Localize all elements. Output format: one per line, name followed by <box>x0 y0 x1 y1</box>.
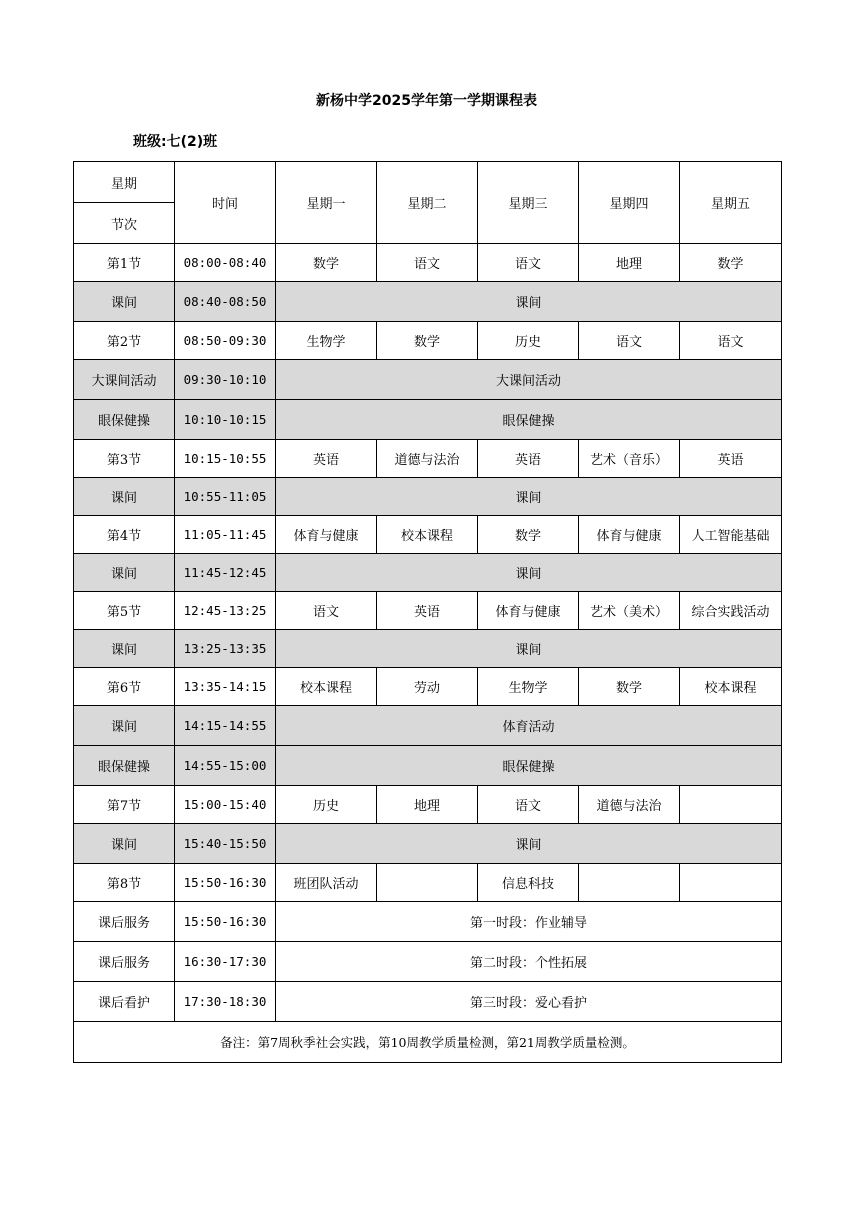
period-cell: 课间 <box>74 282 175 322</box>
day-header: 星期三 <box>478 162 579 244</box>
subject-cell: 艺术（美术） <box>579 592 680 630</box>
time-cell: 09:30-10:10 <box>175 360 276 400</box>
subject-cell: 体育与健康 <box>276 516 377 554</box>
subject-cell: 生物学 <box>478 668 579 706</box>
break-row <box>74 360 782 400</box>
subject-cell: 体育与健康 <box>478 592 579 630</box>
class-row <box>74 440 782 478</box>
break-row <box>74 400 782 440</box>
class-row <box>74 864 782 902</box>
subject-cell: 语文 <box>680 322 782 360</box>
subject-cell: 艺术（音乐） <box>579 440 680 478</box>
activity-cell: 课间 <box>276 824 782 864</box>
activity-cell: 第一时段：作业辅导 <box>276 902 782 942</box>
schedule-table <box>73 161 782 1063</box>
subject-cell <box>680 864 782 902</box>
period-cell: 第2节 <box>74 322 175 360</box>
time-cell: 10:55-11:05 <box>175 478 276 516</box>
subject-cell: 信息科技 <box>478 864 579 902</box>
after-school-row <box>74 942 782 982</box>
activity-cell: 课间 <box>276 282 782 322</box>
subject-cell: 体育与健康 <box>579 516 680 554</box>
subject-cell: 语文 <box>579 322 680 360</box>
subject-cell: 数学 <box>478 516 579 554</box>
period-cell: 课间 <box>74 706 175 746</box>
subject-cell <box>680 786 782 824</box>
subject-cell: 语文 <box>478 244 579 282</box>
subject-cell: 语文 <box>276 592 377 630</box>
day-header: 星期二 <box>377 162 478 244</box>
period-cell: 第3节 <box>74 440 175 478</box>
class-row <box>74 668 782 706</box>
day-header: 星期四 <box>579 162 680 244</box>
subject-cell: 人工智能基础 <box>680 516 782 554</box>
time-cell: 10:15-10:55 <box>175 440 276 478</box>
time-cell: 11:05-11:45 <box>175 516 276 554</box>
after-school-row <box>74 982 782 1022</box>
subject-cell: 数学 <box>276 244 377 282</box>
class-row <box>74 322 782 360</box>
break-row <box>74 630 782 668</box>
subject-cell: 英语 <box>377 592 478 630</box>
weekday-header: 星期 <box>74 162 175 203</box>
activity-cell: 课间 <box>276 478 782 516</box>
period-cell: 第5节 <box>74 592 175 630</box>
day-header: 星期五 <box>680 162 782 244</box>
subject-cell: 地理 <box>377 786 478 824</box>
subject-cell: 语文 <box>478 786 579 824</box>
time-cell: 11:45-12:45 <box>175 554 276 592</box>
activity-cell: 课间 <box>276 554 782 592</box>
period-cell: 课后看护 <box>74 982 175 1022</box>
subject-cell <box>377 864 478 902</box>
break-row <box>74 282 782 322</box>
time-cell: 15:50-16:30 <box>175 864 276 902</box>
subject-cell: 历史 <box>276 786 377 824</box>
subject-cell: 英语 <box>276 440 377 478</box>
subject-cell: 校本课程 <box>276 668 377 706</box>
subject-cell: 语文 <box>377 244 478 282</box>
class-row <box>74 244 782 282</box>
period-cell: 第1节 <box>74 244 175 282</box>
time-cell: 13:35-14:15 <box>175 668 276 706</box>
subject-cell: 英语 <box>478 440 579 478</box>
subject-cell: 英语 <box>680 440 782 478</box>
note-row <box>74 1022 782 1063</box>
time-cell: 08:00-08:40 <box>175 244 276 282</box>
period-cell: 课间 <box>74 554 175 592</box>
note-text: 备注：第7周秋季社会实践，第10周教学质量检测，第21周教学质量检测。 <box>74 1022 782 1063</box>
period-cell: 课间 <box>74 630 175 668</box>
time-cell: 08:50-09:30 <box>175 322 276 360</box>
period-cell: 眼保健操 <box>74 400 175 440</box>
period-cell: 第7节 <box>74 786 175 824</box>
subject-cell: 道德与法治 <box>377 440 478 478</box>
activity-cell: 第三时段：爱心看护 <box>276 982 782 1022</box>
period-cell: 第6节 <box>74 668 175 706</box>
activity-cell: 课间 <box>276 630 782 668</box>
time-cell: 08:40-08:50 <box>175 282 276 322</box>
subject-cell <box>579 864 680 902</box>
time-cell: 13:25-13:35 <box>175 630 276 668</box>
class-row <box>74 516 782 554</box>
subject-cell: 劳动 <box>377 668 478 706</box>
period-cell: 大课间活动 <box>74 360 175 400</box>
break-row <box>74 478 782 516</box>
time-cell: 14:15-14:55 <box>175 706 276 746</box>
period-header: 节次 <box>74 203 175 244</box>
class-label: 班级:七(2)班 <box>133 134 218 150</box>
period-cell: 第4节 <box>74 516 175 554</box>
period-cell: 课间 <box>74 478 175 516</box>
activity-cell: 大课间活动 <box>276 360 782 400</box>
period-cell: 眼保健操 <box>74 746 175 786</box>
class-row <box>74 592 782 630</box>
time-cell: 12:45-13:25 <box>175 592 276 630</box>
time-cell: 15:50-16:30 <box>175 902 276 942</box>
break-row <box>74 706 782 746</box>
subject-cell: 地理 <box>579 244 680 282</box>
time-cell: 16:30-17:30 <box>175 942 276 982</box>
time-cell: 10:10-10:15 <box>175 400 276 440</box>
activity-cell: 第二时段：个性拓展 <box>276 942 782 982</box>
class-row <box>74 786 782 824</box>
period-cell: 课后服务 <box>74 902 175 942</box>
subject-cell: 数学 <box>680 244 782 282</box>
day-header: 星期一 <box>276 162 377 244</box>
subject-cell: 数学 <box>377 322 478 360</box>
period-cell: 课间 <box>74 824 175 864</box>
after-school-row <box>74 902 782 942</box>
time-cell: 17:30-18:30 <box>175 982 276 1022</box>
period-cell: 课后服务 <box>74 942 175 982</box>
subject-cell: 校本课程 <box>377 516 478 554</box>
page-title: 新杨中学2025学年第一学期课程表 <box>316 93 537 109</box>
subject-cell: 数学 <box>579 668 680 706</box>
break-row <box>74 824 782 864</box>
time-header: 时间 <box>175 162 276 244</box>
activity-cell: 眼保健操 <box>276 400 782 440</box>
period-cell: 第8节 <box>74 864 175 902</box>
time-cell: 15:40-15:50 <box>175 824 276 864</box>
subject-cell: 历史 <box>478 322 579 360</box>
subject-cell: 生物学 <box>276 322 377 360</box>
subject-cell: 班团队活动 <box>276 864 377 902</box>
activity-cell: 眼保健操 <box>276 746 782 786</box>
activity-cell: 体育活动 <box>276 706 782 746</box>
time-cell: 14:55-15:00 <box>175 746 276 786</box>
subject-cell: 综合实践活动 <box>680 592 782 630</box>
subject-cell: 校本课程 <box>680 668 782 706</box>
header-row <box>74 162 782 203</box>
break-row <box>74 554 782 592</box>
break-row <box>74 746 782 786</box>
subject-cell: 道德与法治 <box>579 786 680 824</box>
time-cell: 15:00-15:40 <box>175 786 276 824</box>
